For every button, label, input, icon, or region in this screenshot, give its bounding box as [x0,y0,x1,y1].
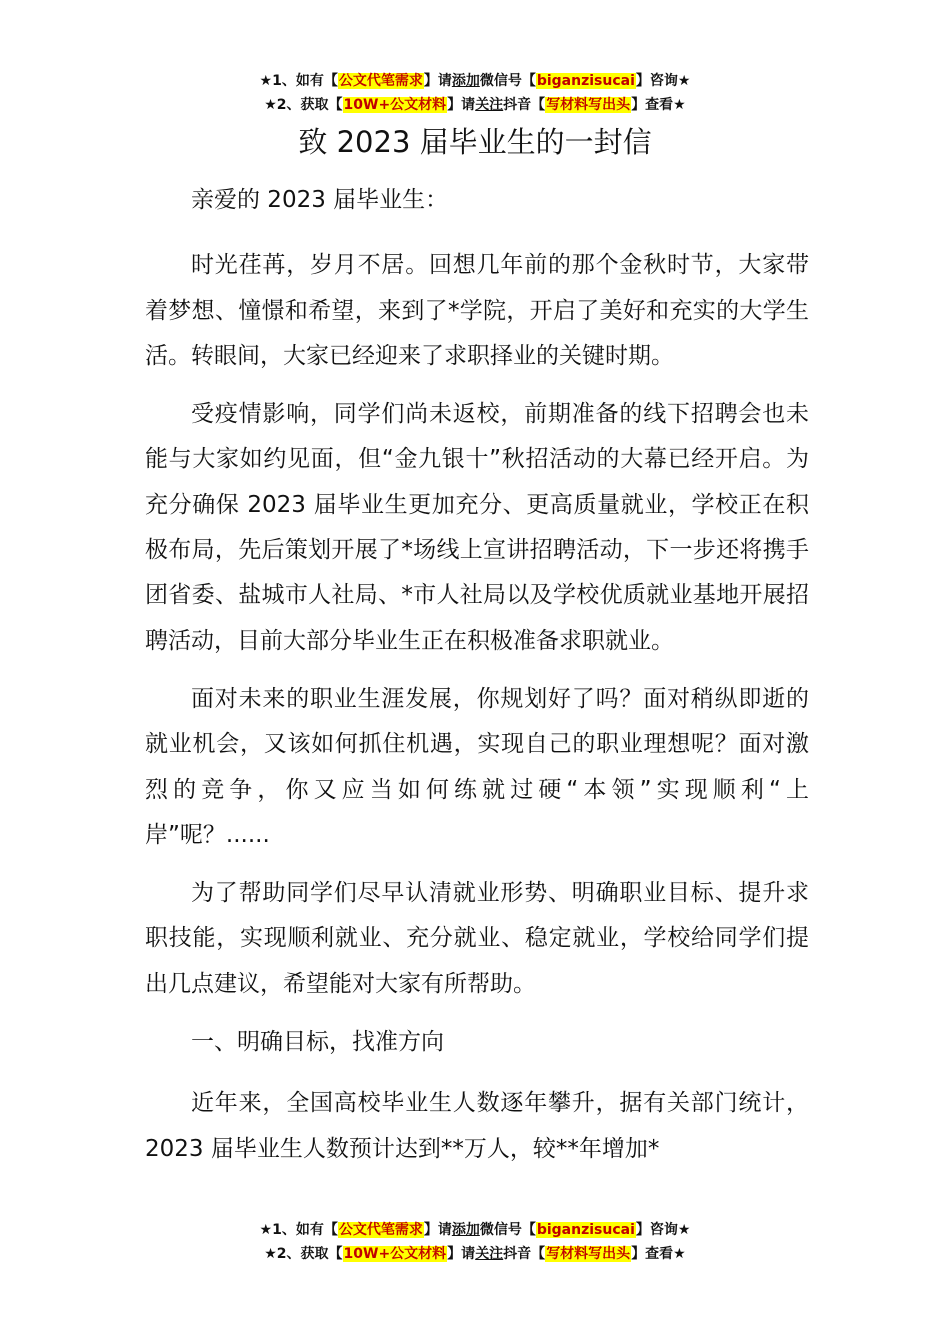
promo-highlight: 写材料写出头 [546,1246,631,1262]
promo-highlight: 10W+公文材料 [343,1246,447,1262]
promo-line-1 [0,1218,950,1242]
promo-underline: 关注 [475,1246,504,1262]
promo-highlight: biganzisucai [536,73,635,89]
promo-underline: 关注 [475,97,504,113]
paragraph: 为了帮助同学们尽早认清就业形势、明确职业目标、提升求职技能，实现顺利就业、充分就业、稳定就业，学校给同学们提出几点建议，希望能对大家有所帮助。 [145,880,809,997]
promo-text: 】咨询★ [635,73,691,89]
promo-text: 】咨询★ [635,1222,691,1238]
paragraph: 时光荏苒，岁月不居。回想几年前的那个金秋时节，大家带着梦想、憧憬和希望，来到了*学院，开启了美好和充实的大学生活。转眼间，大家已经迎来了求职择业的关键时期。 [145,252,809,369]
promo-text: 微信号【 [479,1222,536,1238]
promo-text: 】请 [423,73,452,89]
promo-text: 微信号【 [479,73,536,89]
promo-text: ★2、获取【 [264,97,343,113]
promo-underline: 添加 [451,73,480,89]
promo-highlight: 公文代笔需求 [338,1222,423,1238]
section-heading: 一、明确目标，找准方向 [191,1029,444,1056]
promo-text: 】请 [447,97,476,113]
salutation: 亲爱的 2023 届毕业生： [191,187,449,213]
promo-line-2 [0,93,950,117]
top-promo-banner [0,69,950,117]
promo-text: 】查看★ [631,97,686,113]
promo-highlight: 10W+公文材料 [343,97,447,113]
promo-highlight: 公文代笔需求 [338,73,423,89]
promo-text: 抖音【 [503,97,546,113]
document-title: 致 2023 届毕业生的一封信 [298,125,652,159]
promo-line-2 [0,1242,950,1266]
promo-text: 】查看★ [631,1246,686,1262]
promo-text: 】请 [423,1222,452,1238]
bottom-promo-banner [0,1218,950,1266]
paragraph: 面对未来的职业生涯发展，你规划好了吗？面对稍纵即逝的就业机会，又该如何抓住机遇，实现自己的职业理想呢？面对激烈的竞争，你又应当如何练就过硬“本领”实现顺利“上岸”呢？...... [145,685,809,848]
promo-text: ★1、如有【 [259,73,338,89]
promo-text: ★1、如有【 [259,1222,338,1238]
paragraph: 近年来，全国高校毕业生人数逐年攀升，据有关部门统计，2023 届毕业生人数预计达到**万人，较**年增加* [145,1090,809,1162]
promo-text: 抖音【 [503,1246,546,1262]
promo-highlight: 写材料写出头 [546,97,631,113]
promo-text: 】请 [447,1246,476,1262]
promo-line-1 [0,69,950,93]
promo-highlight: biganzisucai [536,1222,635,1238]
promo-underline: 添加 [451,1222,480,1238]
paragraph: 受疫情影响，同学们尚未返校，前期准备的线下招聘会也未能与大家如约见面，但“金九银十”秋招活动的大幕已经开启。为充分确保 2023 届毕业生更加充分、更高质量就业，学校正在积极布局，先后策划开展了*场线上宣讲招聘活动，下一步还将携手团省委、盐城市人社局、*市人社局以及学校优质就业基地开展招聘活动，目前大部分毕业生正在积极准备求职就业。 [145,401,809,654]
promo-text: ★2、获取【 [264,1246,343,1262]
letter-body [145,178,809,1185]
